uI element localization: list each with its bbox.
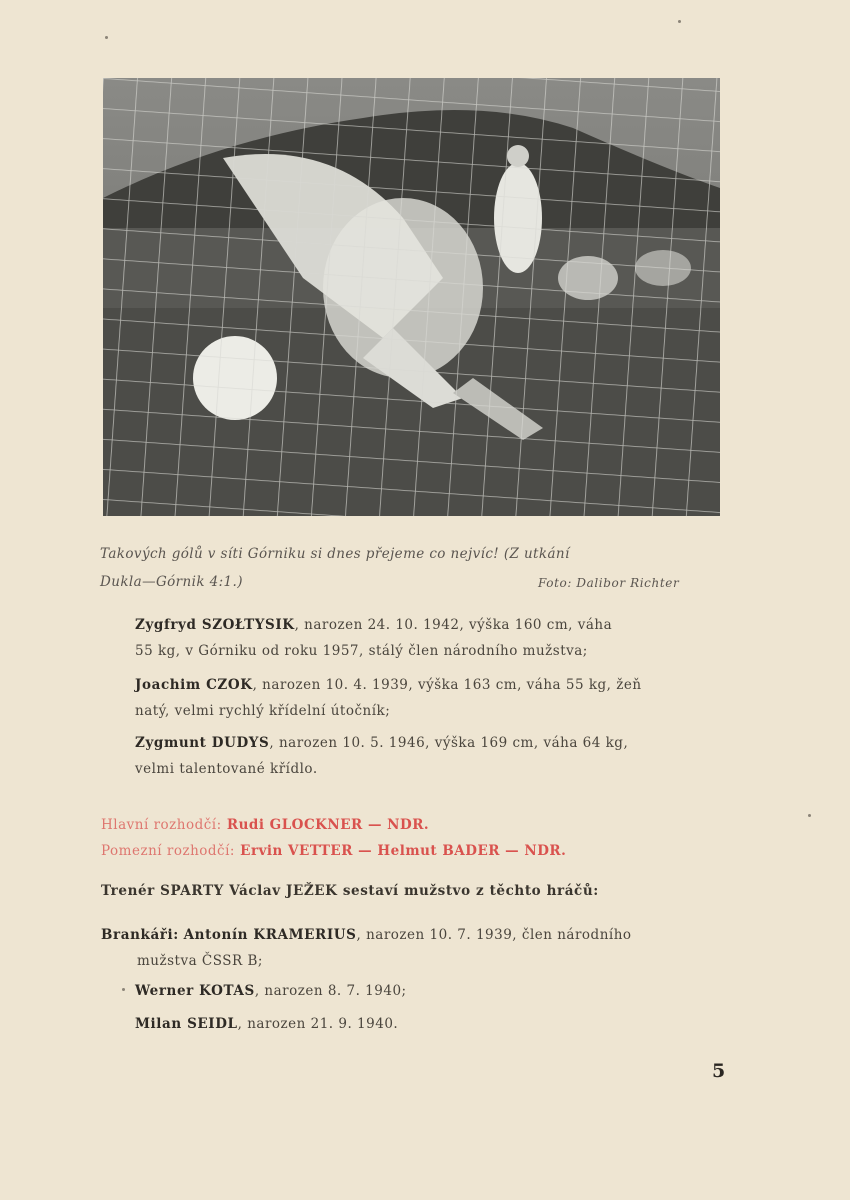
player-name: Zygmunt DUDYS [135,735,270,751]
goalkeeper-name: Werner KOTAS [135,983,255,999]
goalkeeper-entry [135,1011,398,1037]
match-photo [103,78,720,516]
goal-scene-image [103,78,720,516]
player-name: Zygfryd SZOŁTYSIK [135,617,295,633]
goalkeeper-details: , narozen 10. 7. 1939, člen národního [356,927,632,943]
main-referee-line [101,817,429,833]
main-referee-name: Rudi GLOCKNER — NDR. [226,817,430,833]
player-entry [135,612,612,664]
goalkeeper-details: , narozen 21. 9. 1940. [237,1016,399,1032]
goalkeepers-label: Brankáři: [101,927,179,943]
player-details-line2: 55 kg, v Górniku od roku 1957, stálý člen národního mužstva; [135,643,588,659]
player-details-line2: velmi talentované křídlo. [135,761,318,777]
goalkeeper-name: Milan SEIDL [135,1016,238,1032]
paper-speck [122,988,125,991]
trainer-text: Trenér SPARTY Václav JEŽEK sestaví mužstvo z těchto hráčů: [101,883,599,899]
line-referee-role: Pomezní rozhodčí: [101,843,235,859]
paper-speck [678,20,681,23]
main-referee-role: Hlavní rozhodčí: [101,817,222,833]
player-entry [135,730,628,782]
goalkeeper-name: Antonín KRAMERIUS [183,927,357,943]
player-details-line2: natý, velmi rychlý křídelní útočník; [135,703,391,719]
goalkeeper-details: , narozen 8. 7. 1940; [254,983,407,999]
paper-speck [808,814,811,817]
trainer-line [101,883,599,899]
paper-speck [105,36,108,39]
player-details: , narozen 24. 10. 1942, výška 160 cm, váha [294,617,613,633]
line-referee-names: Ervin VETTER — Helmut BADER — NDR. [240,843,567,859]
goalkeeper-entry [135,978,407,1004]
player-name: Joachim CZOK [135,677,253,693]
goalkeeper-details-line2: mužstva ČSSR B; [137,953,263,969]
caption-line-1: Takových gólů v síti Górniku si dnes přejeme co nejvíc! (Z utkání [100,546,570,562]
player-details: , narozen 10. 4. 1939, výška 163 cm, váha 55 kg, žeň [252,677,642,693]
caption-line-2: Dukla—Górnik 4:1.) [100,574,243,590]
photo-caption [100,540,726,596]
goalkeepers-section [101,922,632,974]
player-details: , narozen 10. 5. 1946, výška 169 cm, váha 64 kg, [269,735,629,751]
player-entry [135,672,642,724]
page-number: 5 [712,1060,726,1082]
line-referee-line [101,843,566,859]
photo-credit: Foto: Dalibor Richter [538,576,680,590]
